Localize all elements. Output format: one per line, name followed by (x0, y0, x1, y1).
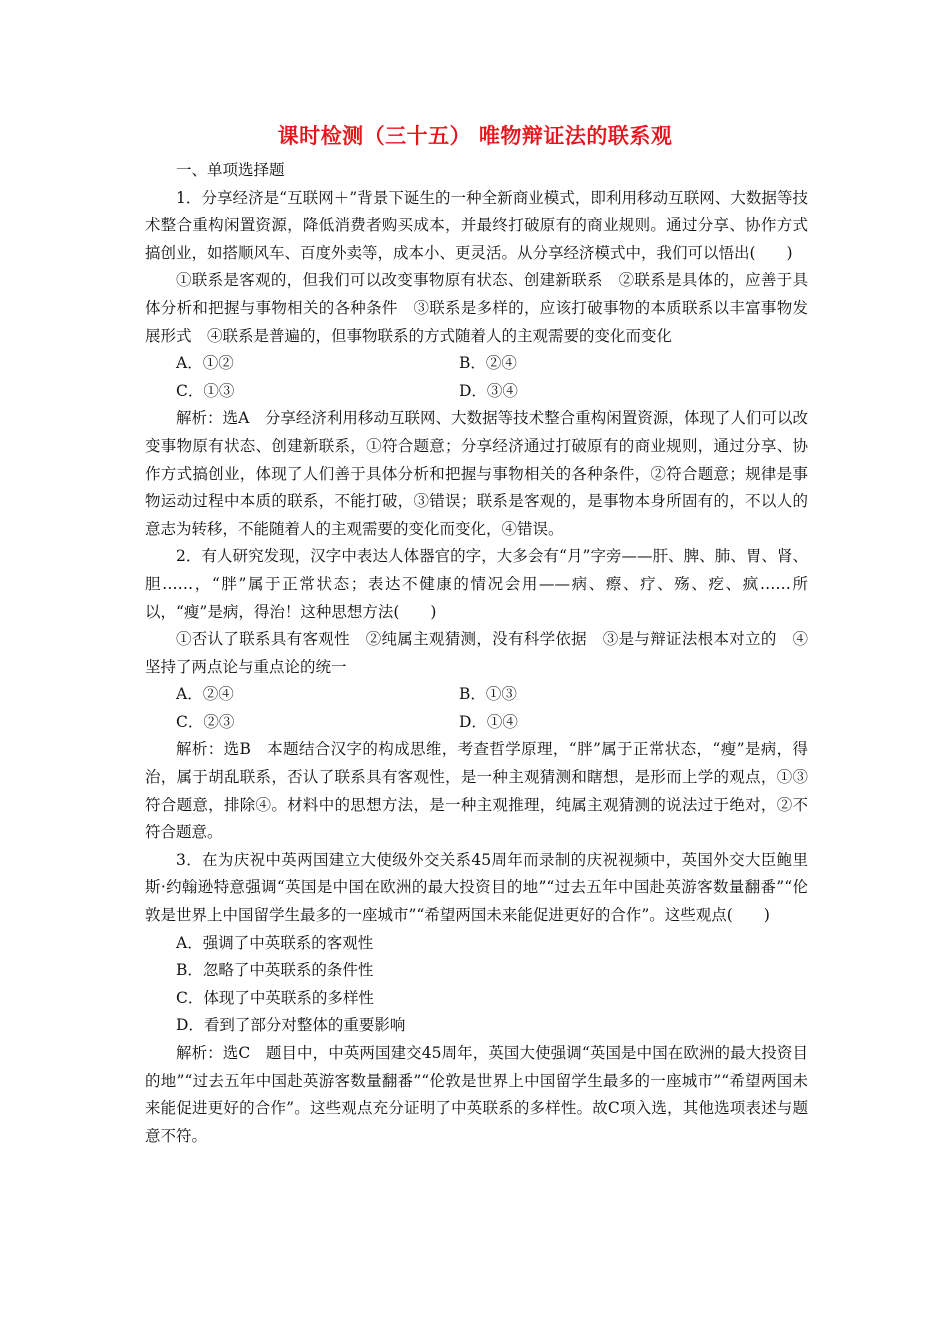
question-2-option-d: D．①④ (459, 712, 518, 731)
question-2-stem: 2．有人研究发现，汉字中表达人体器官的字，大多会有“月”字旁——肝、脾、肺、胃、肾、胆……，“胖”属于正常状态；表达不健康的情况会用——病、瘵、疗、殇、疙、疯……所以，“瘦”是病，得治！这种思想方法( ) (145, 547, 808, 621)
question-3-stem: 3．在为庆祝中英两国建立大使级外交关系45周年而录制的庆祝视频中，英国外交大臣鲍里斯·约翰逊特意强调“英国是中国在欧洲的最大投资目的地”“过去五年中国赴英游客数量翻番”“伦敦是世界上中国留学生最多的一座城市”“希望两国未来能促进更好的合作”。这些观点( ) (145, 850, 808, 925)
question-3-option-b: B．忽略了中英联系的条件性 (176, 961, 374, 980)
document-body (145, 157, 808, 1150)
question-1-analysis: 解析：选A 分享经济利用移动互联网、大数据等技术整合重构闲置资源，体现了人们可以改变事物原有状态、创建新联系，①符合题意；分享经济通过打破原有的商业规则，通过分享、协作方式搞创业，体现了人们善于具体分析和把握与事物相关的各种条件，②符合题意；规律是事物运动过程中本质的联系，不能打破，③错误；联系是客观的，是事物本身所固有的，不以人的意志为转移，不能随着人的主观需要的变化而变化，④错误。 (145, 409, 808, 538)
section-heading: 一、单项选择题 (176, 161, 285, 179)
question-1-options-row-2 (145, 378, 808, 406)
question-1-option-b: B．②④ (459, 354, 517, 373)
question-2-option-a: A．②④ (176, 685, 234, 704)
question-2-option-b: B．①③ (459, 685, 517, 704)
question-3-option-a: A．强调了中英联系的客观性 (176, 933, 374, 952)
question-1-stem: 1．分享经济是“互联网＋”背景下诞生的一种全新商业模式，即利用移动互联网、大数据等技术整合重构闲置资源，降低消费者购买成本，并最终打破原有的商业规则。通过分享、协作方式搞创业，如搭顺风车、百度外卖等，成本小、更灵活。从分享经济模式中，我们可以悟出( ) (145, 188, 808, 262)
question-2-option-c: C．②③ (176, 712, 235, 731)
question-3-option-c: C．体现了中英联系的多样性 (176, 988, 374, 1007)
question-1-statements: ①联系是客观的，但我们可以改变事物原有状态、创建新联系 ②联系是具体的，应善于具体分析和把握与事物相关的各种条件 ③联系是多样的，应该打破事物的本质联系以丰富事物发展形式 ④联系是普遍的，但事物联系的方式随着人的主观需要的变化而变化 (145, 271, 808, 345)
question-2-options-row-1 (145, 681, 808, 709)
question-1-options-row-1 (145, 350, 808, 378)
question-1-option-c: C．①③ (176, 381, 235, 400)
page-title: 课时检测（三十五） 唯物辩证法的联系观 (277, 123, 673, 148)
question-2-options-row-2 (145, 709, 808, 737)
question-2-analysis: 解析：选B 本题结合汉字的构成思维，考查哲学原理，“胖”属于正常状态，“瘦”是病，得治，属于胡乱联系，否认了联系具有客观性，是一种主观猜测和瞎想，是形而上学的观点，①③符合题意，排除④。材料中的思想方法，是一种主观推理，纯属主观猜测的说法过于绝对，②不符合题意。 (145, 740, 808, 842)
question-3-option-d: D．看到了部分对整体的重要影响 (176, 1016, 406, 1035)
question-1-option-a: A．①② (176, 354, 234, 373)
question-3-analysis: 解析：选C 题目中，中英两国建交45周年，英国大使强调“英国是中国在欧洲的最大投资目的地”“过去五年中国赴英游客数量翻番”“伦敦是世界上中国留学生最多的一座城市”“希望两国未来能促进更好的合作”。这些观点充分证明了中英联系的多样性。故C项入选，其他选项表述与题意不符。 (145, 1044, 808, 1145)
question-1-option-d: D．③④ (459, 381, 518, 400)
question-2-statements: ①否认了联系具有客观性 ②纯属主观猜测，没有科学依据 ③是与辩证法根本对立的 ④坚持了两点论与重点论的统一 (145, 630, 808, 676)
